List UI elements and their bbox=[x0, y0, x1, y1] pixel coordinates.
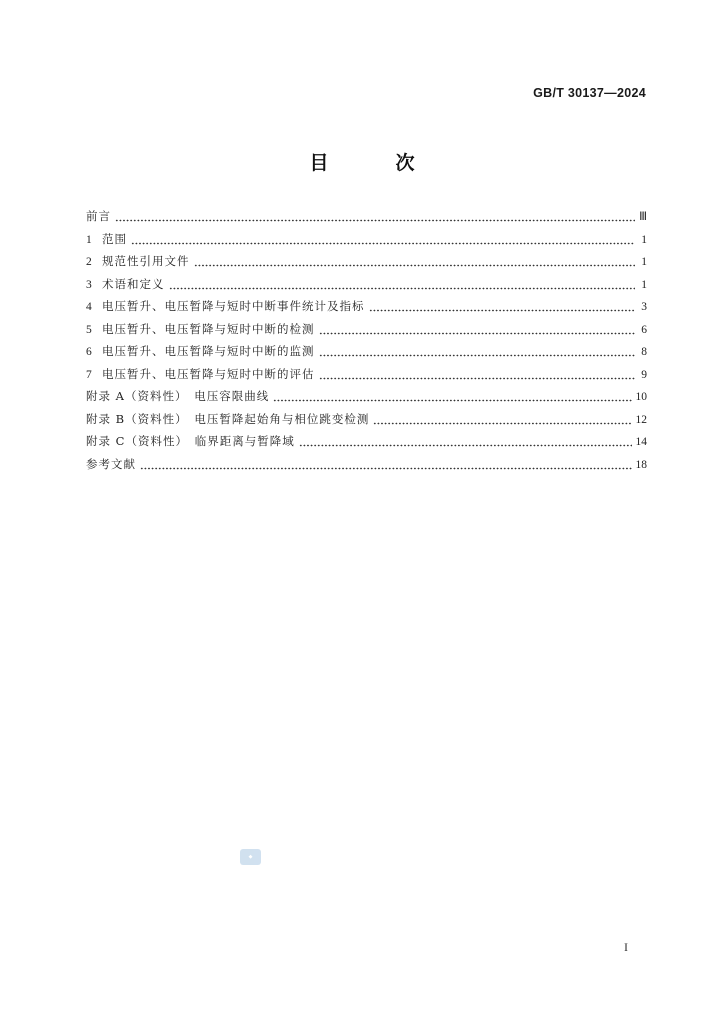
dot-leader bbox=[319, 345, 636, 357]
toc-page-number: 12 bbox=[635, 413, 647, 426]
toc-entry-annex-b[interactable] bbox=[86, 408, 647, 431]
toc-page-number: Ⅲ bbox=[639, 211, 647, 223]
toc-page-number: 1 bbox=[641, 233, 647, 246]
dot-leader bbox=[169, 278, 636, 290]
toc-entry-4[interactable] bbox=[86, 295, 647, 318]
toc-entry-text: 规范性引用文件 bbox=[102, 254, 190, 268]
toc-entry-2[interactable] bbox=[86, 250, 647, 273]
page-number: I bbox=[624, 940, 628, 954]
toc-page-number: 10 bbox=[635, 391, 647, 403]
toc-page-number: 9 bbox=[641, 368, 647, 381]
toc-entry-5[interactable] bbox=[86, 318, 647, 341]
dot-leader bbox=[299, 435, 632, 447]
dot-leader bbox=[194, 255, 636, 267]
toc-page-number: 6 bbox=[641, 323, 647, 336]
toc-entry-text: 附录 A（资料性） 电压容限曲线 bbox=[86, 389, 270, 403]
toc-entry-number: 7 bbox=[86, 368, 92, 381]
toc-page-number: 1 bbox=[641, 278, 647, 291]
toc-entry-7[interactable] bbox=[86, 363, 647, 386]
dot-leader bbox=[319, 323, 636, 335]
toc-page-number: 3 bbox=[641, 301, 647, 313]
logo-icon: ◆ bbox=[240, 849, 261, 865]
toc-entry-number: 6 bbox=[86, 346, 92, 358]
toc-entry-number: 2 bbox=[86, 256, 92, 268]
toc-entry-text: 附录 B（资料性） 电压暂降起始角与相位跳变检测 bbox=[86, 411, 370, 426]
dot-leader bbox=[369, 300, 636, 312]
dot-leader bbox=[273, 390, 631, 402]
toc-entry-text: 电压暂升、电压暂降与短时中断的监测 bbox=[102, 344, 315, 358]
toc-entry-number: 3 bbox=[86, 278, 92, 291]
toc-entry-text: 附录 C（资料性） 临界距离与暂降域 bbox=[86, 434, 295, 448]
table-of-contents bbox=[86, 205, 647, 475]
dot-leader bbox=[115, 210, 635, 222]
toc-entry-text: 范围 bbox=[102, 231, 127, 246]
toc-entry-text: 术语和定义 bbox=[102, 276, 165, 291]
toc-entry-number: 5 bbox=[86, 323, 92, 336]
toc-page-number: 1 bbox=[641, 256, 647, 268]
toc-entry-number: 4 bbox=[86, 301, 92, 313]
dot-leader bbox=[319, 368, 636, 380]
dot-leader bbox=[373, 413, 631, 425]
toc-entry-foreword[interactable] bbox=[86, 205, 647, 228]
toc-entry-number: 1 bbox=[86, 233, 92, 246]
toc-entry-3[interactable] bbox=[86, 273, 647, 296]
dot-leader bbox=[140, 458, 632, 470]
toc-entry-bibliography[interactable] bbox=[86, 453, 647, 476]
toc-entry-text: 电压暂升、电压暂降与短时中断的评估 bbox=[102, 366, 315, 381]
toc-entry-annex-a[interactable] bbox=[86, 385, 647, 408]
toc-entry-6[interactable] bbox=[86, 340, 647, 363]
standard-code: GB/T 30137—2024 bbox=[533, 86, 646, 100]
toc-entry-text: 前言 bbox=[86, 209, 111, 223]
toc-page-number: 14 bbox=[635, 436, 647, 448]
toc-page-number: 18 bbox=[635, 458, 647, 471]
toc-entry-text: 参考文献 bbox=[86, 456, 136, 471]
dot-leader bbox=[131, 233, 635, 245]
toc-entry-1[interactable] bbox=[86, 228, 647, 251]
toc-entry-annex-c[interactable] bbox=[86, 430, 647, 453]
page-title: 目 次 bbox=[309, 152, 439, 174]
toc-page-number: 8 bbox=[641, 346, 647, 358]
toc-entry-text: 电压暂升、电压暂降与短时中断的检测 bbox=[102, 321, 315, 336]
toc-entry-text: 电压暂升、电压暂降与短时中断事件统计及指标 bbox=[102, 299, 365, 313]
